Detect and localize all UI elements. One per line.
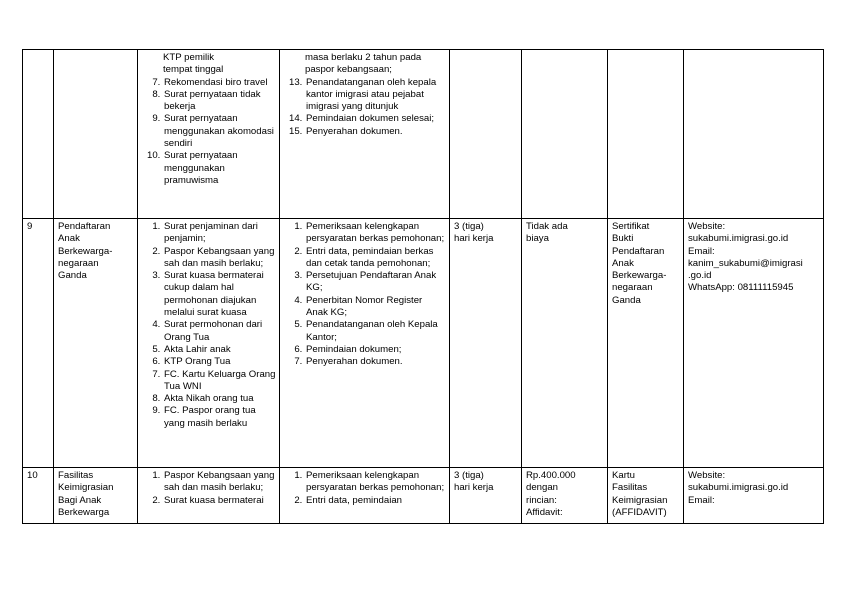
requirements-cell-item: 3. Surat kuasa bermaterai cukup dalam hal permohonan diajukan melalui surat kuasa [163, 270, 276, 319]
service-time-cell [450, 468, 522, 524]
row-number [23, 50, 54, 219]
product-cell [608, 50, 684, 219]
service-name-cell-line: Berkewarga [58, 506, 110, 518]
service-name-cell-line: Keimigrasian [58, 482, 114, 494]
table-row [23, 50, 824, 219]
procedure-cell-item: 3. Persetujuan Pendaftaran Anak KG; [305, 270, 446, 295]
service-name-cell [54, 219, 138, 468]
service-time-cell-line: 3 (tiga) [454, 470, 484, 481]
service-name-cell-line: Fasilitas [58, 470, 94, 481]
requirements-cell [138, 468, 280, 524]
product-cell [608, 219, 684, 468]
contact-cell-line: sukabumi.imigrasi.go.id [688, 233, 789, 245]
procedure-cell [280, 219, 450, 468]
contact-cell-line: Website: [688, 221, 726, 232]
service-time-cell-line: hari kerja [454, 482, 494, 494]
row-number: 10 [23, 468, 54, 524]
service-name-cell-line: negaraan [58, 257, 99, 269]
requirements-cell-item: 2. Paspor Kebangsaan yang sah dan masih berlaku; [163, 246, 276, 271]
requirements-cell-continued-line: KTP pemilik [163, 52, 215, 63]
procedure-cell-continued-line: paspor kebangsaan; [305, 64, 392, 76]
contact-cell-line: Website: [688, 470, 726, 481]
procedure-cell-item: 4. Penerbitan Nomor Register Anak KG; [305, 295, 446, 320]
service-name-cell-line: Pendaftaran [58, 221, 111, 232]
procedure-cell-item: 5. Penandatanganan oleh Kepala Kantor; [305, 319, 446, 344]
service-time-cell-line: 3 (tiga) [454, 221, 484, 232]
procedure-cell-item: 2. Entri data, pemindaian [305, 495, 446, 507]
requirements-cell-item: 1. Paspor Kebangsaan yang sah dan masih berlaku; [163, 470, 276, 495]
product-cell-line: Kartu [612, 470, 635, 481]
procedure-cell-item: 13. Penandatanganan oleh kepala kantor imigrasi atau pejabat imigrasi yang ditunjuk [305, 77, 446, 114]
requirements-cell-item: 9. FC. Paspor orang tua yang masih berlaku [163, 405, 276, 430]
row-number: 9 [23, 219, 54, 468]
requirements-cell-item: 8. Akta Nikah orang tua [163, 393, 276, 405]
procedure-cell-item: 1. Pemeriksaan kelengkapan persyaratan berkas pemohonan; [305, 470, 446, 495]
contact-cell-line: Email: [688, 245, 715, 257]
service-time-cell [450, 50, 522, 219]
contact-cell [684, 219, 824, 468]
service-name-cell [54, 468, 138, 524]
requirements-cell-item: 10. Surat pernyataan menggunakan pramuwisma [163, 150, 276, 187]
requirements-cell [138, 50, 280, 219]
service-name-cell-line: Ganda [58, 270, 87, 282]
product-cell-line: negaraan [612, 282, 653, 294]
product-cell-line: Ganda [612, 294, 641, 306]
cost-cell [522, 50, 608, 219]
procedure-cell-item: 1. Pemeriksaan kelengkapan persyaratan berkas pemohonan; [305, 221, 446, 246]
requirements-cell-item: 7. FC. Kartu Keluarga Orang Tua WNI [163, 369, 276, 394]
procedure-cell-item: 6. Pemindaian dokumen; [305, 344, 446, 356]
procedure-cell-item: 15. Penyerahan dokumen. [305, 126, 446, 138]
services-table [22, 49, 824, 524]
cost-cell [522, 468, 608, 524]
requirements-cell-item: 8. Surat pernyataan tidak bekerja [163, 89, 276, 114]
contact-cell [684, 50, 824, 219]
requirements-cell-item: 9. Surat pernyataan menggunakan akomodasi sendiri [163, 113, 276, 150]
cost-cell-line: Tidak ada [526, 221, 568, 232]
contact-cell [684, 468, 824, 524]
procedure-cell-item: 2. Entri data, pemindaian berkas dan cetak tanda pemohonan; [305, 246, 446, 271]
requirements-cell-item: 5. Akta Lahir anak [163, 344, 276, 356]
requirements-cell-item: 7. Rekomendasi biro travel [163, 77, 276, 89]
product-cell-line: (AFFIDAVIT) [612, 506, 667, 518]
cost-cell-line: rincian: [526, 494, 557, 506]
requirements-cell-item: 6. KTP Orang Tua [163, 356, 276, 368]
product-cell [608, 468, 684, 524]
contact-cell-line: Email: [688, 494, 715, 506]
requirements-cell [138, 219, 280, 468]
contact-cell-line: sukabumi.imigrasi.go.id [688, 482, 789, 494]
service-name-cell-line: Berkewarga- [58, 245, 113, 257]
requirements-cell-item: 4. Surat permohonan dari Orang Tua [163, 319, 276, 344]
contact-cell-line: kanim_sukabumi@imigrasi [688, 257, 803, 269]
procedure-cell [280, 50, 450, 219]
procedure-cell-item: 7. Penyerahan dokumen. [305, 356, 446, 368]
product-cell-line: Keimigrasian [612, 494, 668, 506]
procedure-cell-item: 14. Pemindaian dokumen selesai; [305, 113, 446, 125]
table-row [23, 468, 824, 524]
procedure-cell-continued-line: masa berlaku 2 tahun pada [305, 52, 422, 63]
service-name-cell [54, 50, 138, 219]
requirements-cell-item: 1. Surat penjaminan dari penjamin; [163, 221, 276, 246]
service-time-cell-line: hari kerja [454, 233, 494, 245]
requirements-cell-continued-line: tempat tinggal [163, 64, 224, 76]
product-cell-line: Berkewarga- [612, 270, 667, 282]
contact-cell-line: .go.id [688, 270, 712, 282]
product-cell-line: Sertifikat [612, 221, 650, 232]
table-row [23, 219, 824, 468]
service-name-cell-line: Bagi Anak [58, 494, 102, 506]
product-cell-line: Pendaftaran [612, 245, 665, 257]
service-time-cell [450, 219, 522, 468]
contact-cell-line: WhatsApp: 08111115945 [688, 282, 794, 294]
cost-cell-line: dengan [526, 482, 559, 494]
cost-cell-line: Affidavit: [526, 506, 563, 518]
cost-cell-line: Rp.400.000 [526, 470, 576, 481]
cost-cell-line: biaya [526, 233, 549, 245]
product-cell-line: Fasilitas [612, 482, 648, 494]
cost-cell [522, 219, 608, 468]
procedure-cell [280, 468, 450, 524]
requirements-cell-item: 2. Surat kuasa bermaterai [163, 495, 276, 507]
service-name-cell-line: Anak [58, 233, 80, 245]
product-cell-line: Anak [612, 257, 634, 269]
product-cell-line: Bukti [612, 233, 634, 245]
